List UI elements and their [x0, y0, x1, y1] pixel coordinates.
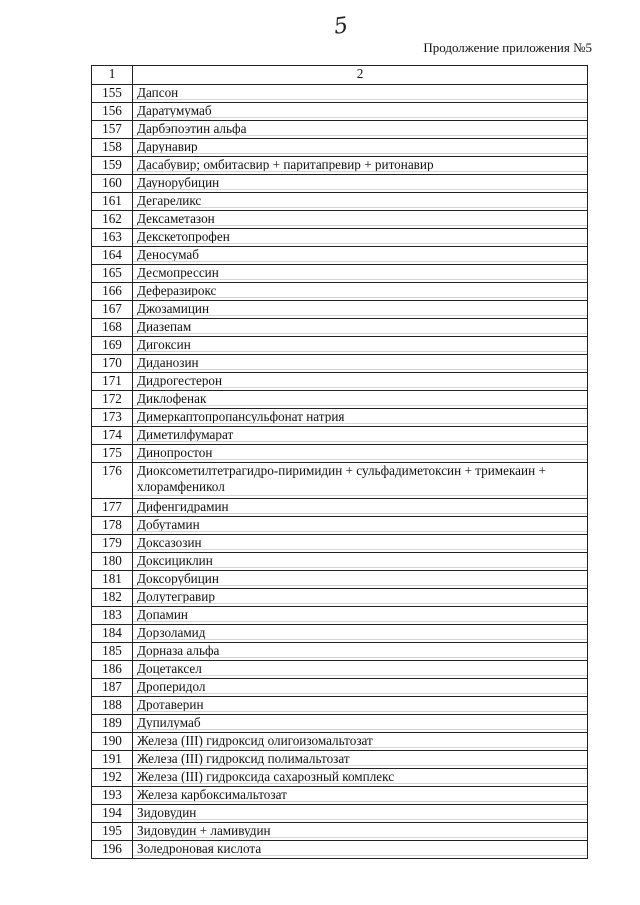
table-row: [92, 823, 588, 841]
row-number: 161: [92, 193, 133, 211]
table-row: [92, 355, 588, 373]
drug-name: Железа (III) гидроксид полимальтозат: [133, 751, 588, 769]
row-number: 174: [92, 427, 133, 445]
table-row: [92, 589, 588, 607]
drug-name: Доцетаксел: [133, 661, 588, 679]
drug-name: Железа (III) гидроксид олигоизомальтозат: [133, 733, 588, 751]
row-number: 159: [92, 157, 133, 175]
row-number: 169: [92, 337, 133, 355]
row-number: 176: [92, 463, 133, 499]
table-row: [92, 769, 588, 787]
drug-name: Десмопрессин: [133, 265, 588, 283]
table-row: [92, 319, 588, 337]
table-row: [92, 679, 588, 697]
drug-name: Дапсон: [133, 85, 588, 103]
row-number: 175: [92, 445, 133, 463]
drug-name: Дифенгидрамин: [133, 499, 588, 517]
row-number: 177: [92, 499, 133, 517]
drug-name: Диоксометилтетрагидро-пиримидин + сульфадиметоксин + тримекаин + хлорамфеникол: [133, 463, 588, 499]
table-row: [92, 85, 588, 103]
table-row: [92, 499, 588, 517]
drug-name: Добутамин: [133, 517, 588, 535]
drug-name: Деферазирокс: [133, 283, 588, 301]
table-row: [92, 517, 588, 535]
row-number: 193: [92, 787, 133, 805]
row-number: 190: [92, 733, 133, 751]
table-row: [92, 571, 588, 589]
row-number: 173: [92, 409, 133, 427]
table-row: [92, 625, 588, 643]
table-row: [92, 139, 588, 157]
drug-name: Дорназа альфа: [133, 643, 588, 661]
row-number: 165: [92, 265, 133, 283]
row-number: 194: [92, 805, 133, 823]
table-row: [92, 715, 588, 733]
drug-name: Деносумаб: [133, 247, 588, 265]
row-number: 191: [92, 751, 133, 769]
table-row: [92, 841, 588, 859]
drug-name: Золедроновая кислота: [133, 841, 588, 859]
table-row: [92, 373, 588, 391]
row-number: 158: [92, 139, 133, 157]
continuation-header: Продолжение приложения №5: [423, 40, 592, 55]
table-row: [92, 733, 588, 751]
row-number: 172: [92, 391, 133, 409]
row-number: 162: [92, 211, 133, 229]
row-number: 155: [92, 85, 133, 103]
row-number: 192: [92, 769, 133, 787]
table-row: [92, 805, 588, 823]
drug-name: Зидовудин: [133, 805, 588, 823]
row-number: 157: [92, 121, 133, 139]
table-row: [92, 409, 588, 427]
drug-name: Дроперидол: [133, 679, 588, 697]
table-row: [92, 247, 588, 265]
drug-name: Доксициклин: [133, 553, 588, 571]
drug-name: Железа карбоксимальтозат: [133, 787, 588, 805]
table-row: [92, 445, 588, 463]
row-number: 170: [92, 355, 133, 373]
drug-name: Дегареликс: [133, 193, 588, 211]
row-number: 181: [92, 571, 133, 589]
row-number: 188: [92, 697, 133, 715]
drug-name: Дасабувир; омбитасвир + паритапревир + ритонавир: [133, 157, 588, 175]
row-number: 189: [92, 715, 133, 733]
table-row: [92, 535, 588, 553]
row-number: 196: [92, 841, 133, 859]
table-row: [92, 337, 588, 355]
row-number: 167: [92, 301, 133, 319]
table-row: [92, 301, 588, 319]
row-number: 160: [92, 175, 133, 193]
drug-name: Декскетопрофен: [133, 229, 588, 247]
drug-name: Дарунавир: [133, 139, 588, 157]
drug-list-table: [91, 65, 588, 859]
table-row: [92, 175, 588, 193]
drug-name: Доксорубицин: [133, 571, 588, 589]
drug-name: Джозамицин: [133, 301, 588, 319]
table-row: [92, 391, 588, 409]
drug-name: Доксазозин: [133, 535, 588, 553]
table-header-row: [92, 66, 588, 85]
drug-name: Дарбэпоэтин альфа: [133, 121, 588, 139]
drug-name: Диазепам: [133, 319, 588, 337]
column-header-name: 2: [133, 66, 588, 85]
drug-name: Дидрогестерон: [133, 373, 588, 391]
row-number: 178: [92, 517, 133, 535]
row-number: 164: [92, 247, 133, 265]
row-number: 166: [92, 283, 133, 301]
drug-name: Диклофенак: [133, 391, 588, 409]
table-row: [92, 103, 588, 121]
row-number: 168: [92, 319, 133, 337]
row-number: 171: [92, 373, 133, 391]
drug-name: Дексаметазон: [133, 211, 588, 229]
table-row: [92, 121, 588, 139]
table-row: [92, 193, 588, 211]
table-row: [92, 751, 588, 769]
column-header-number: 1: [92, 66, 133, 85]
row-number: 183: [92, 607, 133, 625]
table-row: [92, 463, 588, 499]
drug-name: Дупилумаб: [133, 715, 588, 733]
page-number: 5: [332, 13, 350, 40]
drug-name: Даунорубицин: [133, 175, 588, 193]
row-number: 163: [92, 229, 133, 247]
row-number: 180: [92, 553, 133, 571]
table-row: [92, 427, 588, 445]
drug-name: Зидовудин + ламивудин: [133, 823, 588, 841]
row-number: 185: [92, 643, 133, 661]
drug-name: Железа (III) гидроксида сахарозный комплекс: [133, 769, 588, 787]
drug-name: Динопростон: [133, 445, 588, 463]
row-number: 186: [92, 661, 133, 679]
table-row: [92, 697, 588, 715]
drug-name: Дротаверин: [133, 697, 588, 715]
table-row: [92, 157, 588, 175]
row-number: 156: [92, 103, 133, 121]
table-row: [92, 607, 588, 625]
drug-name: Дорзоламид: [133, 625, 588, 643]
drug-name: Долутегравир: [133, 589, 588, 607]
table-row: [92, 211, 588, 229]
table-row: [92, 787, 588, 805]
drug-name: Дигоксин: [133, 337, 588, 355]
drug-name: Допамин: [133, 607, 588, 625]
drug-name: Диданозин: [133, 355, 588, 373]
row-number: 184: [92, 625, 133, 643]
row-number: 187: [92, 679, 133, 697]
table-row: [92, 229, 588, 247]
drug-name: Даратумумаб: [133, 103, 588, 121]
drug-name: Димеркаптопропансульфонат натрия: [133, 409, 588, 427]
row-number: 179: [92, 535, 133, 553]
table-row: [92, 283, 588, 301]
table-row: [92, 265, 588, 283]
row-number: 182: [92, 589, 133, 607]
table-row: [92, 643, 588, 661]
table-row: [92, 553, 588, 571]
drug-name: Диметилфумарат: [133, 427, 588, 445]
table-row: [92, 661, 588, 679]
row-number: 195: [92, 823, 133, 841]
